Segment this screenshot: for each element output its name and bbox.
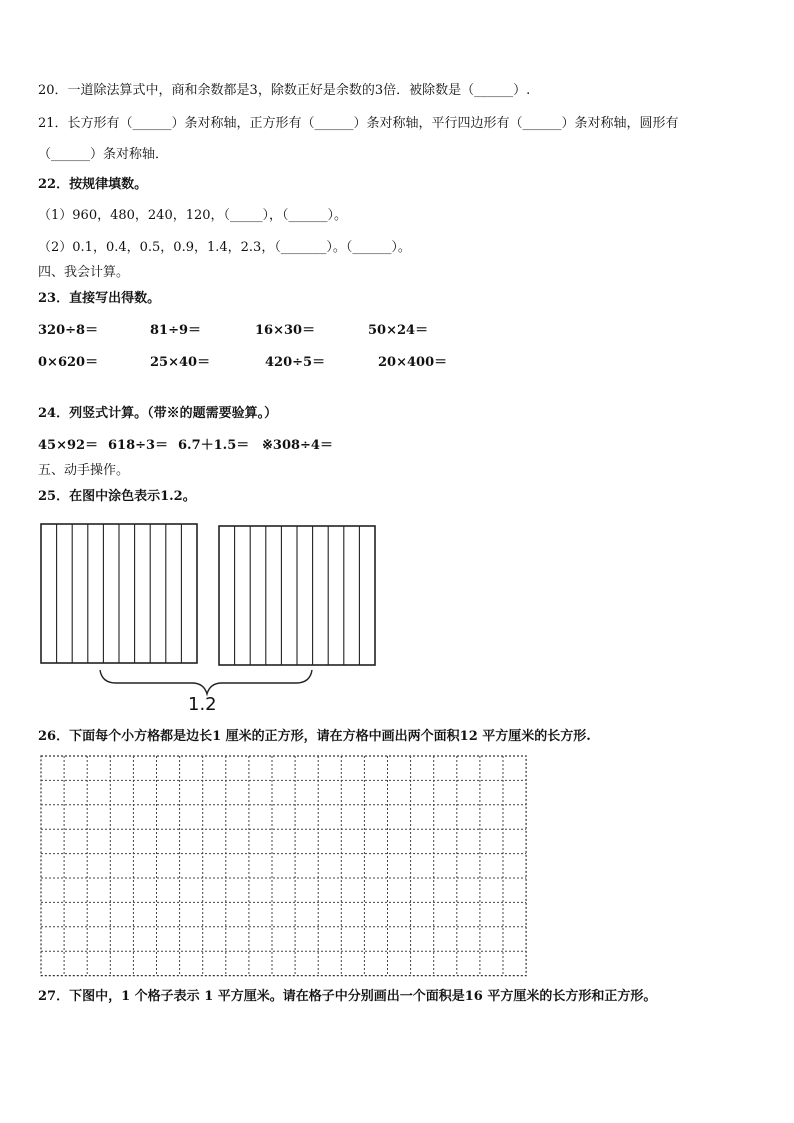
section-4-heading: 四、我会计算。 [38,265,130,280]
question-27-title: 27．下图中，1 个格子表示 1 平方厘米。请在格子中分别画出一个面积是16 平方厘米的长方形和正方形。 [38,989,657,1004]
calc-item: 81÷9＝ [150,323,202,338]
strip-rectangle-right [219,526,375,665]
q26-grid [41,756,526,976]
vertical-calc-item: 6.7＋1.5＝ [178,438,250,453]
question-25-title: 25．在图中涂色表示1.2。 [38,489,196,504]
calc-item: 420÷5＝ [265,355,326,370]
calc-item: 0×620＝ [38,355,99,370]
strip-rectangle-left [41,524,197,663]
question-22-part2: （2）0.1，0.4，0.5，0.9，1.4，2.3，（_______）。（______）。 [38,240,411,255]
vertical-calc-item: 45×92＝ [38,438,99,453]
question-22-title: 22．按规律填数。 [38,177,148,192]
question-26-title: 26．下面每个小方格都是边长1 厘米的正方形，请在方格中画出两个面积12 平方厘米的长方形. [38,729,591,744]
question-23-title: 23．直接写出得数。 [38,291,161,306]
calc-item: 16×30＝ [255,323,316,338]
strip-outline [219,526,375,665]
calc-item: 20×400＝ [378,355,448,370]
question-21-line2: （______）条对称轴． [38,147,169,162]
calc-item: 25×40＝ [150,355,211,370]
strip-outline [41,524,197,663]
question-22-part1: （1）960，480，240，120，（_____），（______）。 [38,208,348,223]
question-24-title: 24．列竖式计算。（带※的题需要验算。） [38,406,278,421]
brace-label: 1.2 [188,694,217,715]
calc-item: 50×24＝ [368,323,429,338]
section-5-heading: 五、动手操作。 [38,463,130,478]
vertical-calc-item: ※308÷4＝ [262,438,333,453]
question-20: 20．一道除法算式中，商和余数都是3，除数正好是余数的3倍．被除数是（______）. [38,83,531,98]
brace [100,670,312,694]
vertical-calc-item: 618÷3＝ [108,438,169,453]
question-21-line1: 21．长方形有（______）条对称轴，正方形有（______）条对称轴，平行四边形有（______）条对称轴，圆形有 [38,116,679,131]
grid-outline [41,756,526,976]
calc-item: 320÷8＝ [38,323,99,338]
